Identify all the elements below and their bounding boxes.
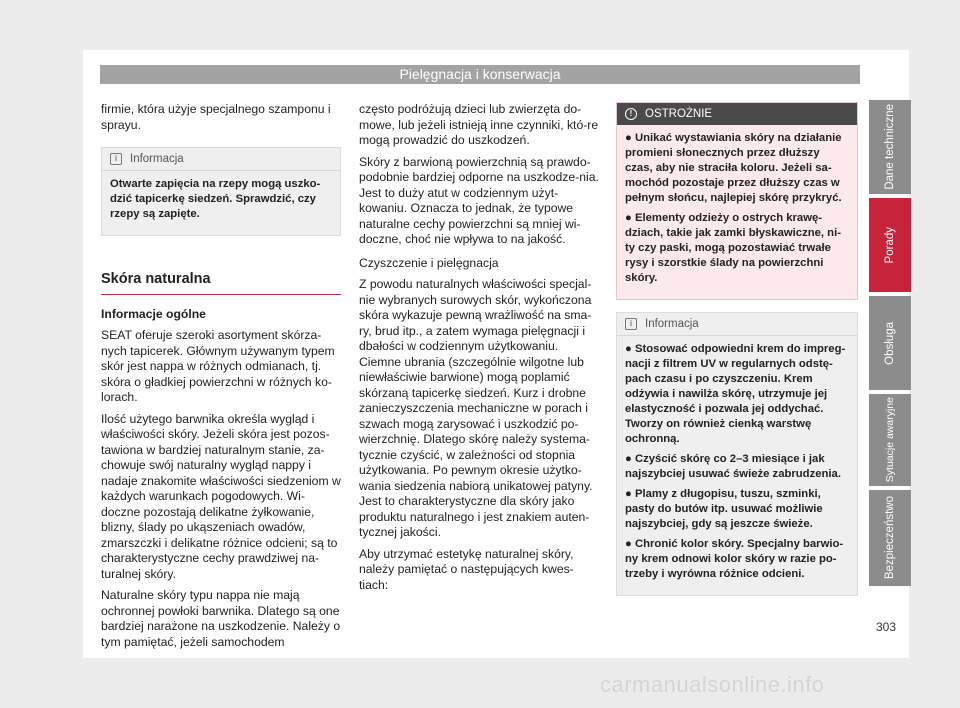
info-box-header	[617, 313, 857, 336]
info-item: ● Czyścić skórę co 2–3 miesiące i jak najszybciej usuwać świeże zabrudzenia.	[625, 453, 841, 480]
column-right	[616, 102, 858, 596]
intro-paragraph: firmie, która użyje specjalnego szamponu i sprayu.	[101, 102, 331, 132]
warning-box-label: OSTROŻNIE	[645, 108, 713, 120]
subheading: Informacje ogólne	[101, 306, 206, 321]
warning-icon: !	[625, 108, 637, 120]
paragraph: SEAT oferuje szeroki asortyment skórza-nych tapicerek. Głównym używanym typem skór jest nappa w różnych odmianach, tj. skóra o gładkiej powierzchni w różnych ko-lorach.	[101, 328, 335, 404]
info-icon: i	[110, 153, 122, 165]
info-box-body	[617, 336, 857, 595]
info-box-text: Otwarte zapięcia na rzepy mogą uszko-dzić tapicerkę siedzeń. Sprawdzić, czy rzepy są zapięte.	[110, 178, 321, 220]
info-box-label: Informacja	[645, 318, 699, 330]
column-left	[101, 102, 341, 656]
info-box-body	[102, 171, 340, 235]
page-number: 303	[876, 620, 897, 634]
warning-item: ● Unikać wystawiania skóry na działanie promieni słonecznych przez dłuższy czas, aby nie straciła koloru. Jeżeli sa-mochód pozostaje przez dłuższy czas w pełnym słońcu, najlepiej skórę przykryć.	[625, 132, 842, 204]
warning-box	[616, 102, 858, 300]
info-box	[101, 147, 341, 236]
tab-porady[interactable]: Porady	[869, 198, 911, 292]
tab-dane-techniczne[interactable]: Dane techniczne	[869, 100, 911, 194]
tab-obsluga[interactable]: Obsługa	[869, 296, 911, 390]
paragraph: Aby utrzymać estetykę naturalnej skóry, należy pamiętać o następujących kwes-tiach:	[359, 546, 574, 592]
info-item: ● Plamy z długopisu, tuszu, szminki, pasty do butów itp. usuwać możliwie najszybciej, gdy są jeszcze świeże.	[625, 488, 823, 530]
info-icon: i	[625, 318, 637, 330]
column-middle	[359, 102, 599, 599]
section-title: Skóra naturalna	[101, 272, 341, 295]
watermark-text: carmanualsonline.info	[600, 672, 825, 697]
paragraph: często podróżują dzieci lub zwierzęta do-mowe, lub jeżeli istnieją inne czynniki, któ-re mogą prowadzić do uszkodzeń.	[359, 102, 599, 147]
info-box-label: Informacja	[130, 153, 184, 165]
info-item: ● Chronić kolor skóry. Specjalny barwio-ny krem odnowi kolor skóry w razie po-trzeby i wyrówna różnice odcieni.	[625, 538, 844, 580]
paragraph: Z powodu naturalnych właściwości specjal-nie wybranych surowych skór, wykończona skóra wykazuje pewną wrażliwość na sma-ry, brud itp., a zatem wymaga pielęgnacji i dbałości w codziennym użytkowaniu. Ciemne ubrania (szczególnie wilgotne lub niewłaściwie barwione) mogą poplamić skórzaną tapicerkę siedzeń. Kurz i drobne zanieczyszczenia mechaniczne w porach i szwach mogą zarysować i uszkodzić po-wierzchnię. Dlatego skórę należy systema-tycznie czyścić, w zależności od stopnia użytkowania. Po pewnym okresie użytko-wania siedzenia nabiorą unikatowej patyny. Jest to charakterystyczne dla skóry jako produktu naturalnego i jest znakiem auten-tycznej jakości.	[359, 277, 593, 539]
paragraph: Naturalne skóry typu nappa nie mają ochronnej powłoki barwnika. Dlatego są one bardziej narażone na uszkodzenie. Należy o tym pamiętać, jeżeli samochodem	[101, 588, 341, 649]
paragraph: Ilość użytego barwnika określa wygląd i właściwości skóry. Jeżeli skóra jest pozos-tawiona w bardziej naturalnym stanie, za-chowuje swój naturalny wygląd nappy i nadaje znakomite właściwości siedzeniom w każdych warunkach pogodowych. Wi-doczne pozostają delikatne żyłkowanie, blizny, ślady po ukąszeniach owadów, zmarszczki i delikatne różnice odcieni; są to charakterystyczne cechy prawdziwej na-turalnej skóry.	[101, 411, 341, 581]
info-box-header	[102, 148, 340, 171]
info-item: ● Stosować odpowiedni krem do impreg-nacji z filtrem UV w regularnych odstę-pach czasu i po czyszczeniu. Krem odżywia i nawilża skórę, utrzymuje jej elastyczność i pozwala jej oddychać. Tworzy on również cienką warstwę ochronną.	[625, 343, 846, 445]
page-header: Pielęgnacja i konserwacja	[100, 65, 860, 84]
warning-box-body	[617, 125, 857, 299]
paragraph: Skóry z barwioną powierzchnią są prawdo-podobnie bardziej odporne na uszkodze-nia. Jest to duży atut w codziennym użyt-kowaniu. Oznacza to jednak, że typowe naturalne cechy powierzchni są mniej wi-doczne, choć nie wpływa to na jakość.	[359, 154, 599, 246]
tab-sytuacje-awaryjne[interactable]: Sytuacje awaryjne	[869, 394, 911, 486]
warning-box-header	[617, 103, 857, 125]
subheading: Czyszczenie i pielęgnacja	[359, 255, 499, 270]
tab-bezpieczenstwo[interactable]: Bezpieczeństwo	[869, 490, 911, 586]
warning-item: ● Elementy odzieży o ostrych krawę-dziach, takie jak zamki błyskawiczne, ni-ty czy paski, mogą pozostawiać trwałe rysy i szorstkie ślady na powierzchni skóry.	[625, 212, 841, 284]
info-box	[616, 312, 858, 596]
